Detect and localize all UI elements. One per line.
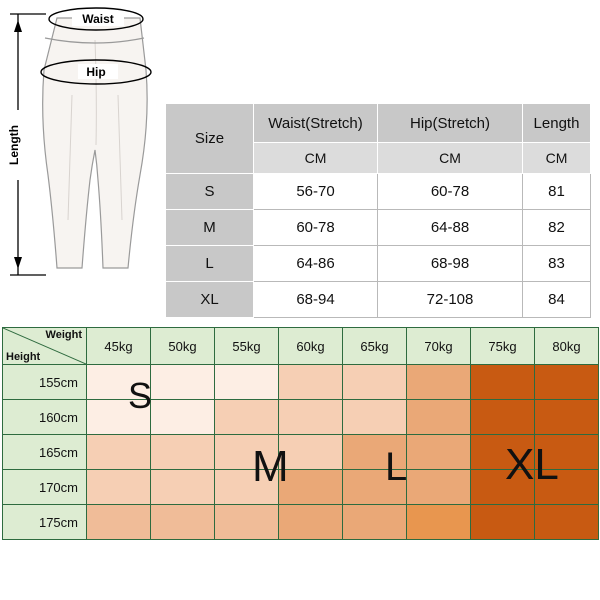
matrix-cell <box>87 365 151 400</box>
matrix-cell <box>535 505 599 540</box>
matrix-cell <box>471 435 535 470</box>
waist-label: Waist <box>82 12 114 26</box>
matrix-cell <box>87 505 151 540</box>
row-hip: 68-98 <box>378 246 523 282</box>
matrix-cell <box>343 505 407 540</box>
matrix-height-row: 175cm <box>3 505 87 540</box>
matrix-cell <box>343 435 407 470</box>
matrix-size-letter-s: S <box>128 375 153 416</box>
matrix-cell <box>215 400 279 435</box>
matrix-row <box>3 365 599 400</box>
row-waist: 68-94 <box>254 282 378 318</box>
matrix-cell <box>87 470 151 505</box>
matrix-weight-col: 65kg <box>343 328 407 365</box>
matrix-row <box>3 400 599 435</box>
matrix-weight-col: 55kg <box>215 328 279 365</box>
matrix-cell <box>279 505 343 540</box>
matrix-cell <box>151 470 215 505</box>
row-size: XL <box>166 282 254 318</box>
matrix-height-row: 165cm <box>3 435 87 470</box>
row-hip: 64-88 <box>378 210 523 246</box>
header-hip: Hip(Stretch) <box>378 104 523 143</box>
matrix-cell <box>151 400 215 435</box>
table-row <box>166 210 591 246</box>
row-hip: 72-108 <box>378 282 523 318</box>
matrix-cell <box>215 470 279 505</box>
unit-waist: CM <box>254 143 378 174</box>
weight-height-matrix <box>2 327 599 540</box>
header-length: Length <box>523 104 591 143</box>
table-row <box>166 246 591 282</box>
matrix-weight-col: 80kg <box>535 328 599 365</box>
row-length: 84 <box>523 282 591 318</box>
matrix-cell <box>471 470 535 505</box>
matrix-cell <box>407 435 471 470</box>
matrix-weight-label: Weight <box>45 329 82 341</box>
matrix-size-letter-xl: XL <box>505 440 559 489</box>
matrix-cell <box>471 400 535 435</box>
matrix-cell <box>535 365 599 400</box>
matrix-row <box>3 470 599 505</box>
length-label: Length <box>7 125 21 165</box>
matrix-row <box>3 505 599 540</box>
matrix-size-letter-l: L <box>385 445 408 489</box>
matrix-corner-cell <box>3 328 87 365</box>
table-row <box>166 174 591 210</box>
matrix-cell <box>343 470 407 505</box>
row-waist: 60-78 <box>254 210 378 246</box>
size-chart-table <box>165 103 591 318</box>
matrix-header-row <box>3 328 599 365</box>
table-header-row <box>166 104 591 143</box>
matrix-row <box>3 435 599 470</box>
matrix-cell <box>471 505 535 540</box>
row-hip: 60-78 <box>378 174 523 210</box>
matrix-cell <box>87 400 151 435</box>
hip-label: Hip <box>86 65 106 79</box>
matrix-cell <box>151 435 215 470</box>
matrix-weight-col: 50kg <box>151 328 215 365</box>
table-row <box>166 282 591 318</box>
matrix-cell <box>215 365 279 400</box>
matrix-weight-col: 45kg <box>87 328 151 365</box>
row-size: L <box>166 246 254 282</box>
row-waist: 64-86 <box>254 246 378 282</box>
matrix-cell <box>407 470 471 505</box>
row-length: 81 <box>523 174 591 210</box>
matrix-cell <box>279 400 343 435</box>
matrix-size-letter-m: M <box>252 442 289 491</box>
matrix-height-label: Height <box>6 351 41 363</box>
unit-hip: CM <box>378 143 523 174</box>
row-waist: 56-70 <box>254 174 378 210</box>
unit-length: CM <box>523 143 591 174</box>
matrix-weight-col: 60kg <box>279 328 343 365</box>
matrix-cell <box>471 365 535 400</box>
matrix-cell <box>87 435 151 470</box>
row-size: S <box>166 174 254 210</box>
matrix-weight-col: 75kg <box>471 328 535 365</box>
matrix-cell <box>151 365 215 400</box>
matrix-cell <box>215 435 279 470</box>
matrix-height-row: 160cm <box>3 400 87 435</box>
matrix-cell <box>535 400 599 435</box>
matrix-cell <box>279 470 343 505</box>
matrix-cell <box>535 470 599 505</box>
matrix-cell <box>151 505 215 540</box>
matrix-height-row: 170cm <box>3 470 87 505</box>
matrix-cell <box>407 505 471 540</box>
matrix-cell <box>535 435 599 470</box>
matrix-cell <box>343 365 407 400</box>
matrix-height-row: 155cm <box>3 365 87 400</box>
matrix-weight-col: 70kg <box>407 328 471 365</box>
matrix-cell <box>407 400 471 435</box>
header-waist: Waist(Stretch) <box>254 104 378 143</box>
row-size: M <box>166 210 254 246</box>
row-length: 83 <box>523 246 591 282</box>
matrix-cell <box>279 435 343 470</box>
row-length: 82 <box>523 210 591 246</box>
matrix-cell <box>343 400 407 435</box>
leggings-illustration <box>0 0 175 310</box>
matrix-cell <box>215 505 279 540</box>
matrix-cell <box>407 365 471 400</box>
header-size: Size <box>166 104 254 174</box>
matrix-cell <box>279 365 343 400</box>
